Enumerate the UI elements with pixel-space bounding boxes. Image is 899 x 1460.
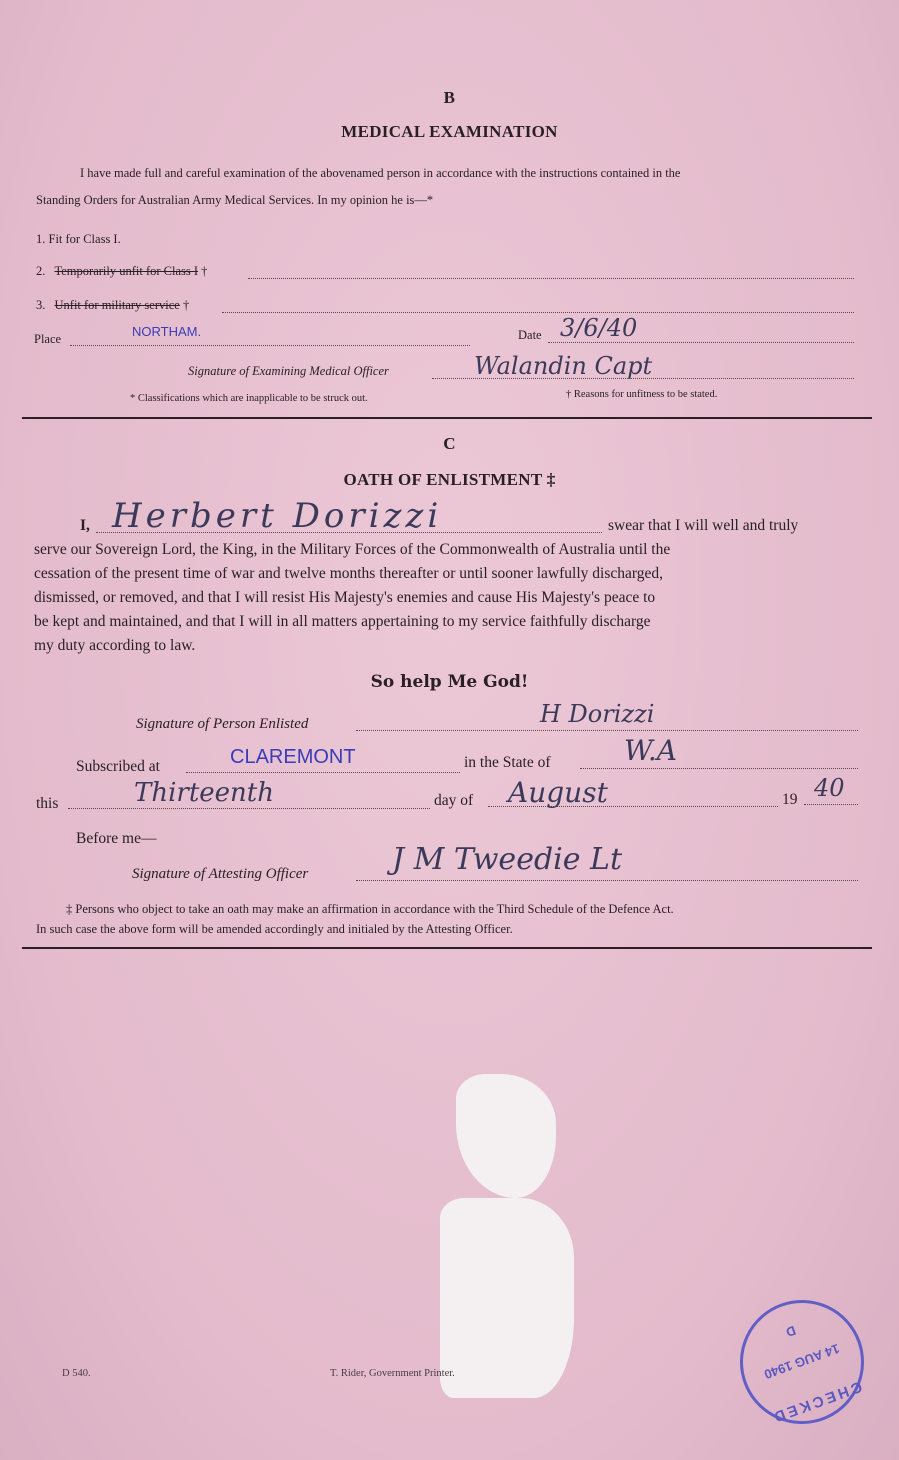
medical-intro-line-1: I have made full and careful examination of the abovenamed person in accordance with the instructions contained in the (80, 166, 681, 180)
month-value: August (508, 776, 608, 809)
torn-paper-area-lower (440, 1198, 574, 1398)
date-label: Date (518, 328, 542, 342)
printer-credit: T. Rider, Government Printer. (330, 1368, 455, 1379)
item-3-mark: † (179, 298, 190, 312)
medical-officer-signature: Walandin Capt (474, 352, 653, 380)
enlisted-signature-label: Signature of Person Enlisted (136, 716, 309, 732)
enlisted-signature-line (356, 730, 858, 731)
item-2-mark: † (198, 264, 208, 278)
enlisted-signature: H Dorizzi (540, 700, 655, 728)
section-c-title: OATH OF ENLISTMENT ‡ (343, 470, 556, 489)
oath-line-4: dismissed, or removed, and that I will resist His Majesty's enemies and cause His Majesty's peace to (34, 589, 656, 606)
oath-footnote-line-1: ‡ Persons who object to take an oath may make an affirmation in accordance with the Third Schedule of the Defence Act. (66, 902, 674, 916)
day-line (68, 808, 430, 809)
state-line (580, 768, 858, 769)
attesting-officer-label: Signature of Attesting Officer (132, 866, 309, 882)
item-2-line (248, 278, 854, 279)
item-3-line (222, 312, 854, 313)
item-2-text: Temporarily unfit for Class I (54, 264, 199, 278)
oath-line-6: my duty according to law. (34, 637, 196, 654)
oath-line-1: swear that I will well and truly (608, 517, 799, 534)
place-label: Place (34, 332, 62, 346)
checked-stamp (723, 1283, 882, 1442)
oath-line-2: serve our Sovereign Lord, the King, in the Military Forces of the Commonwealth of Australia until the (34, 541, 671, 558)
footnote-unfitness: † Reasons for unfitness to be stated. (566, 389, 718, 400)
section-b-title: MEDICAL EXAMINATION (341, 122, 558, 141)
attesting-officer-line (356, 880, 858, 881)
torn-paper-area-upper (456, 1074, 556, 1198)
oath-line-3: cessation of the present time of war and twelve months thereafter or until sooner lawfully discharged, (34, 565, 663, 582)
this-label: this (36, 795, 59, 812)
form-code: D 540. (62, 1368, 91, 1379)
stamp-date-text: 14 AUG 1940 (762, 1340, 842, 1383)
oath-prefix: I, (80, 517, 90, 534)
oath-motto: So help Me God! (370, 672, 529, 692)
year-prefix: 19 (782, 791, 798, 808)
oath-name-line (96, 532, 602, 533)
classification-item-3 (36, 298, 854, 313)
oath-line-5: be kept and maintained, and that I will in all matters appertaining to my service faithfully discharge (34, 613, 651, 630)
state-value: W.A (624, 734, 678, 767)
oath-enlistee-name: Herbert Dorizzi (112, 496, 443, 536)
subscribed-place-value: CLAREMONT (230, 746, 356, 768)
date-value: 3/6/40 (560, 314, 638, 342)
footnote-classifications: * Classifications which are inapplicable to be struck out. (130, 393, 368, 404)
section-c-letter: C (443, 434, 456, 453)
subscribed-line (186, 772, 460, 773)
stamp-letter-text: D (783, 1322, 798, 1341)
oath-footnote-line-2: In such case the above form will be amended accordingly and initialed by the Attesting Officer. (36, 922, 513, 936)
place-value: NORTHAM. (132, 324, 202, 339)
section-divider-2 (22, 947, 872, 949)
section-b-letter: B (443, 88, 456, 107)
year-line (804, 804, 858, 805)
date-line (548, 342, 854, 343)
item-3-text: Unfit for military service (54, 298, 180, 312)
day-value: Thirteenth (134, 778, 274, 808)
classification-item-2 (36, 264, 854, 279)
day-of-label: day of (434, 792, 474, 809)
medical-intro-line-2: Standing Orders for Australian Army Medical Services. In my opinion he is—* (36, 193, 434, 207)
place-line (70, 345, 470, 346)
stamp-checked-text: CHECKED (768, 1377, 865, 1427)
subscribed-label: Subscribed at (76, 758, 160, 775)
year-value: 40 (814, 774, 845, 802)
medical-officer-signature-label: Signature of Examining Medical Officer (188, 364, 389, 378)
state-label: in the State of (464, 754, 551, 771)
before-me-label: Before me— (76, 830, 157, 847)
section-divider-1 (22, 417, 872, 419)
attesting-officer-signature: J M Tweedie Lt (392, 842, 623, 877)
classification-item-1: 1. Fit for Class I. (36, 232, 121, 246)
item-2-number: 2. (36, 264, 46, 278)
item-3-number: 3. (36, 298, 46, 312)
